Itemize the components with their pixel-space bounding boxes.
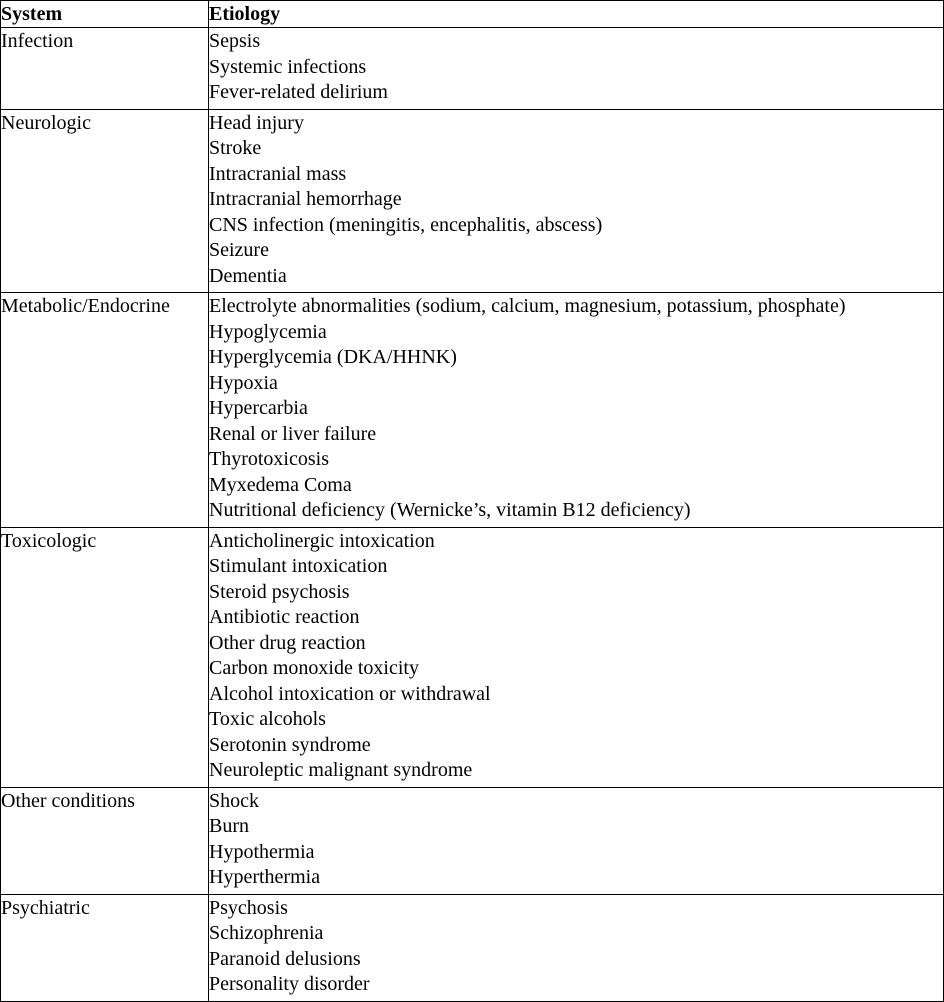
system-cell xyxy=(1,109,209,293)
etiology-item: Serotonin syndrome xyxy=(209,733,371,756)
etiology-item: Head injury xyxy=(209,111,304,134)
etiology-item: Sepsis xyxy=(209,30,261,52)
etiology-list xyxy=(209,110,943,293)
etiology-item: Intracranial mass xyxy=(209,162,347,185)
table-row xyxy=(1,894,944,1001)
table-row xyxy=(1,109,944,293)
system-label: Metabolic/Endocrine xyxy=(1,295,170,317)
etiology-item: Stroke xyxy=(209,137,262,159)
etiology-item: Antibiotic reaction xyxy=(209,606,360,628)
etiology-item: Dementia xyxy=(209,264,287,287)
etiology-item: Paranoid delusions xyxy=(209,947,361,970)
etiology-item: Systemic infections xyxy=(209,55,367,78)
etiology-cell xyxy=(209,894,944,1001)
etiology-cell xyxy=(209,28,944,110)
system-cell xyxy=(1,527,209,787)
system-label: Psychiatric xyxy=(1,896,90,919)
table-row xyxy=(1,28,944,110)
etiology-item: Psychosis xyxy=(209,896,288,919)
table-row xyxy=(1,787,944,894)
system-cell xyxy=(1,293,209,528)
etiology-column-header: Etiology xyxy=(209,1,944,28)
system-column-header: System xyxy=(1,1,209,28)
etiology-list xyxy=(209,293,943,527)
etiology-item: Anticholinergic intoxication xyxy=(209,529,435,552)
etiology-item: Hypoglycemia xyxy=(209,320,327,343)
etiology-item: Personality disorder xyxy=(209,973,370,995)
etiology-item: Neuroleptic malignant syndrome xyxy=(209,759,473,781)
etiology-item: Hypercarbia xyxy=(209,397,308,419)
table-body xyxy=(1,28,944,1002)
etiology-item: Carbon monoxide toxicity xyxy=(209,657,419,679)
etiology-list xyxy=(209,528,943,787)
system-label: Other conditions xyxy=(1,789,135,812)
system-cell xyxy=(1,28,209,110)
etiology-item: CNS infection (meningitis, encephalitis, abscess) xyxy=(209,213,603,236)
etiology-item: Steroid psychosis xyxy=(209,580,350,603)
etiology-list xyxy=(209,895,943,1001)
etiology-item: Shock xyxy=(209,789,259,812)
etiology-item: Alcohol intoxication or withdrawal xyxy=(209,682,491,705)
etiology-cell xyxy=(209,787,944,894)
system-label: Toxicologic xyxy=(1,529,97,552)
system-label: Neurologic xyxy=(1,111,91,134)
etiology-cell xyxy=(209,527,944,787)
etiology-item: Hyperglycemia (DKA/HHNK) xyxy=(209,346,457,368)
table-row xyxy=(1,293,944,528)
etiology-item: Stimulant intoxication xyxy=(209,555,388,577)
etiology-cell xyxy=(209,293,944,528)
etiology-item: Toxic alcohols xyxy=(209,708,326,730)
table-header-row xyxy=(1,1,944,28)
etiology-item: Intracranial hemorrhage xyxy=(209,188,402,210)
etiology-list xyxy=(209,28,943,109)
etiology-item: Renal or liver failure xyxy=(209,422,377,445)
system-cell xyxy=(1,894,209,1001)
etiology-item: Electrolyte abnormalities (sodium, calcium, magnesium, potassium, phosphate) xyxy=(209,295,846,317)
etiology-item: Hypoxia xyxy=(209,371,278,394)
etiology-item: Thyrotoxicosis xyxy=(209,448,329,470)
etiology-item: Seizure xyxy=(209,239,269,261)
etiology-item: Nutritional deficiency (Wernicke’s, vitamin B12 deficiency) xyxy=(209,499,691,521)
etiology-item: Burn xyxy=(209,815,249,837)
etiology-cell xyxy=(209,109,944,293)
etiology-item: Hypothermia xyxy=(209,840,315,863)
etiology-item: Hyperthermia xyxy=(209,866,321,888)
etiology-item: Fever-related delirium xyxy=(209,81,388,103)
etiology-list xyxy=(209,788,943,894)
etiology-item: Schizophrenia xyxy=(209,922,324,944)
system-label: Infection xyxy=(1,30,74,52)
etiology-item: Other drug reaction xyxy=(209,631,366,654)
system-cell xyxy=(1,787,209,894)
table-row xyxy=(1,527,944,787)
etiology-item: Myxedema Coma xyxy=(209,473,352,496)
